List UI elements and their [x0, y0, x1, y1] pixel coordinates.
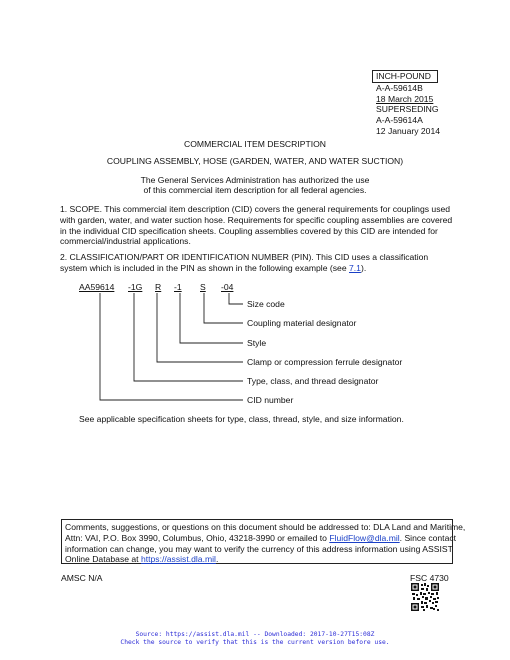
- document-type-heading: COMMERCIAL ITEM DESCRIPTION: [184, 139, 326, 149]
- pin-label-cid-number: CID number: [247, 395, 294, 405]
- specification-sheet-note: See applicable specification sheets for type, class, thread, style, and size information.: [79, 414, 404, 424]
- comments-text: Online Database at: [65, 554, 141, 565]
- fsc-code: FSC 4730: [410, 573, 449, 583]
- superseding-label: SUPERSEDING: [376, 104, 439, 115]
- pin-label-style: Style: [247, 338, 267, 348]
- leader-style: [180, 293, 243, 343]
- document-date: 18 March 2015: [376, 93, 434, 104]
- superseded-document-id: A-A-59614A: [376, 115, 423, 126]
- comments-line: Comments, suggestions, or questions on this document should be addressed to: DLA Land and Maritime,: [65, 522, 466, 532]
- section-7-1-link[interactable]: 7.1: [349, 262, 361, 273]
- classification-line: 2. CLASSIFICATION/PART OR IDENTIFICATION NUMBER (PIN). This CID uses a classification: [60, 252, 429, 262]
- authorization-line-2: of this commercial item description for all federal agencies.: [143, 185, 367, 195]
- comments-box: [61, 519, 466, 565]
- pin-part-style: -1: [174, 282, 182, 292]
- amsc-code: AMSC N/A: [61, 573, 103, 583]
- comments-line: [65, 532, 457, 544]
- assist-database-link[interactable]: https://assist.dla.mil: [140, 554, 216, 565]
- leader-material: [204, 293, 243, 323]
- pin-part-clamp: R: [155, 282, 162, 292]
- email-link[interactable]: FluidFlow@dla.mil: [329, 532, 400, 543]
- classification-text: ).: [360, 262, 367, 273]
- leader-type-class-thread: [134, 293, 243, 381]
- comments-text: . Since contact: [399, 532, 457, 543]
- scope-line: commercial/industrial applications.: [60, 236, 191, 247]
- comments-text: Attn: VAI, P.O. Box 3990, Columbus, Ohio, 43218-3990 or emailed to: [65, 532, 330, 543]
- comments-line: information can change, you may want to verify the currency of this address information using ASSIST: [65, 543, 453, 554]
- leader-size-code: [229, 293, 243, 304]
- pin-label-size-code: Size code: [247, 299, 285, 309]
- leader-clamp: [157, 293, 243, 362]
- document-id: A-A-59614B: [376, 82, 423, 93]
- classification-text: system which is included in the PIN as shown in the following example (see: [60, 262, 349, 273]
- pin-label-type-class-thread: Type, class, and thread designator: [247, 376, 379, 386]
- download-source-line: Source: https://assist.dla.mil -- Downloaded: 2017-10-27T15:08Z: [135, 631, 375, 638]
- leader-cid-number: [100, 293, 243, 400]
- inch-pound-label: INCH-POUND: [376, 71, 431, 81]
- comments-line: [65, 554, 449, 565]
- pin-label-clamp: Clamp or compression ferrule designator: [247, 357, 403, 367]
- pin-part-cid-number: AA59614: [79, 282, 115, 292]
- scope-line: 1. SCOPE. This commercial item description (CID) covers the general requirements for couplings used: [60, 204, 451, 214]
- comments-text: .: [215, 554, 219, 565]
- authorization-line-1: The General Services Administration has authorized the use: [140, 175, 370, 185]
- pin-label-material: Coupling material designator: [247, 318, 357, 328]
- superseded-document-date: 12 January 2014: [376, 125, 441, 136]
- pin-part-size-code: -04: [221, 282, 234, 292]
- scope-line: in the individual CID specification sheets. Coupling assemblies covered by this CID are intended for: [60, 225, 438, 236]
- pin-part-material: S: [200, 282, 206, 292]
- document-title: COUPLING ASSEMBLY, HOSE (GARDEN, WATER, AND WATER SUCTION): [106, 156, 404, 166]
- pin-part-type-class-thread: -1G: [128, 282, 143, 292]
- download-source-footer: [0, 631, 510, 647]
- qr-code-icon: [411, 583, 439, 611]
- scope-line: with garden, water, and water suction hose. Requirements for specific coupling assemblies are covered: [60, 214, 453, 225]
- verify-source-line: Check the source to verify that this is the current version before use.: [120, 639, 390, 646]
